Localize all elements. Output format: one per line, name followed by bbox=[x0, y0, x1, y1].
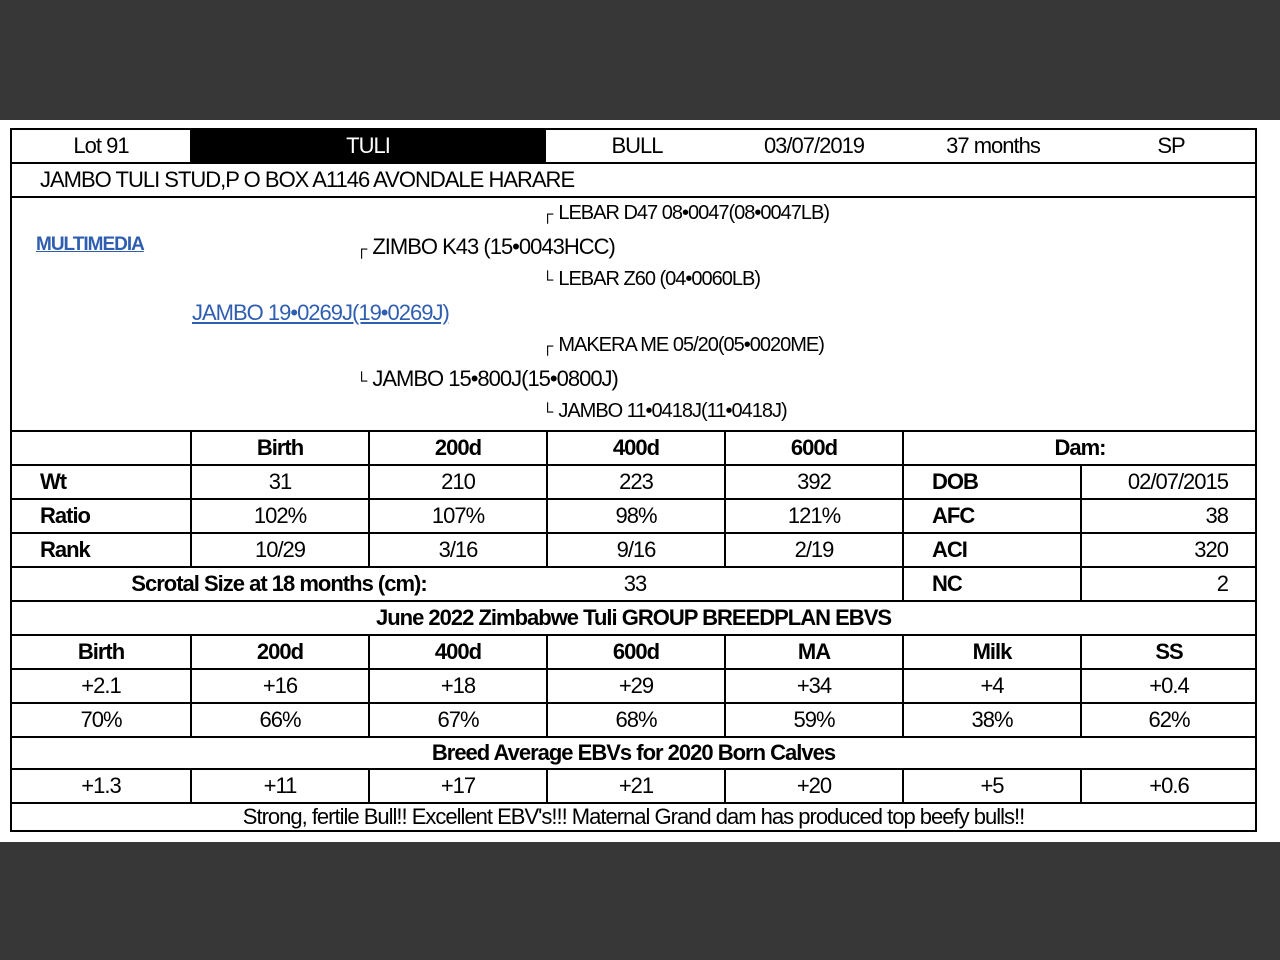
header-200d: 200d bbox=[368, 432, 546, 464]
sex-label: BULL bbox=[611, 133, 663, 158]
header-birth: Birth bbox=[190, 432, 368, 464]
header-400d: 400d bbox=[546, 432, 724, 464]
ebv-title-row bbox=[12, 602, 1255, 636]
value-cell: 9/16 bbox=[546, 534, 724, 566]
lot-number: Lot 91 bbox=[73, 133, 129, 158]
dam-dam-name: JAMBO 11•0418J(11•0418J) bbox=[558, 400, 787, 422]
breed-average-values-row bbox=[12, 770, 1255, 804]
ebv-value: +29 bbox=[546, 670, 724, 702]
weight-row bbox=[12, 466, 1255, 500]
blank-cell bbox=[12, 432, 190, 464]
code-label: SP bbox=[1157, 133, 1185, 158]
ebv-value: +0.4 bbox=[1080, 670, 1256, 702]
bracket-icon: ┌ bbox=[356, 241, 367, 258]
nc-label: NC bbox=[902, 568, 1080, 600]
ebv-header-row bbox=[12, 636, 1255, 670]
ebv-accuracy: 66% bbox=[190, 704, 368, 736]
pedigree-sire-dam bbox=[542, 268, 760, 291]
dam-label: AFC bbox=[902, 500, 1080, 532]
pedigree-section bbox=[12, 198, 1255, 432]
ebv-header: 200d bbox=[190, 636, 368, 668]
rank-row bbox=[12, 534, 1255, 568]
ebv-value: +34 bbox=[724, 670, 902, 702]
dam-header: Dam: bbox=[902, 432, 1256, 464]
scrotal-label: Scrotal Size at 18 months (cm): bbox=[131, 571, 427, 596]
value-cell: 107% bbox=[368, 500, 546, 532]
bracket-icon: └ bbox=[542, 272, 553, 289]
breed-average-value: +21 bbox=[546, 770, 724, 802]
breed-average-value: +0.6 bbox=[1080, 770, 1256, 802]
value-cell: 3/16 bbox=[368, 534, 546, 566]
ebv-accuracy-row bbox=[12, 704, 1255, 738]
age-months: 37 months bbox=[946, 133, 1040, 158]
animal-name-link[interactable]: JAMBO 19•0269J(19•0269J) bbox=[192, 300, 449, 325]
row-label: Rank bbox=[40, 537, 90, 562]
breeder-address: JAMBO TULI STUD,P O BOX A1146 AVONDALE HARARE bbox=[40, 167, 575, 192]
ebv-values-row bbox=[12, 670, 1255, 704]
breed-average-value: +20 bbox=[724, 770, 902, 802]
dam-name: JAMBO 15•800J(15•0800J) bbox=[372, 366, 618, 391]
lot-header-row bbox=[12, 130, 1255, 164]
bracket-icon: └ bbox=[542, 404, 553, 421]
scrotal-value: 33 bbox=[623, 571, 647, 596]
dam-sire-name: MAKERA ME 05/20(05•0020ME) bbox=[558, 334, 824, 356]
ebv-value: +4 bbox=[902, 670, 1080, 702]
breed-average-value: +17 bbox=[368, 770, 546, 802]
ebv-accuracy: 59% bbox=[724, 704, 902, 736]
breed-average-title-row bbox=[12, 738, 1255, 770]
value-cell: 2/19 bbox=[724, 534, 902, 566]
ebv-accuracy: 70% bbox=[80, 707, 122, 732]
breed-average-title: Breed Average EBVs for 2020 Born Calves bbox=[431, 740, 836, 765]
row-label: Wt bbox=[40, 469, 67, 494]
breed-average-value: +5 bbox=[902, 770, 1080, 802]
pedigree-sire-sire bbox=[542, 202, 829, 225]
ebv-accuracy: 62% bbox=[1080, 704, 1256, 736]
ebv-header: 600d bbox=[546, 636, 724, 668]
row-label: Ratio bbox=[40, 503, 90, 528]
nc-value: 2 bbox=[1080, 568, 1256, 600]
pedigree-dam bbox=[356, 366, 618, 392]
performance-header-row bbox=[12, 432, 1255, 466]
pedigree-dam-dam bbox=[542, 400, 787, 423]
lot-comment: Strong, fertile Bull!! Excellent EBV's!!! Maternal Grand dam has produced top beefy bulls!! bbox=[242, 804, 1025, 829]
date-of-birth: 03/07/2019 bbox=[763, 133, 865, 158]
ebv-header: SS bbox=[1080, 636, 1256, 668]
bracket-icon: ┌ bbox=[542, 206, 553, 223]
dam-value: 320 bbox=[1080, 534, 1256, 566]
sire-dam-name: LEBAR Z60 (04•0060LB) bbox=[558, 268, 761, 290]
ebv-header: MA bbox=[724, 636, 902, 668]
ebv-accuracy: 68% bbox=[546, 704, 724, 736]
lot-card bbox=[10, 128, 1257, 832]
ebv-accuracy: 38% bbox=[902, 704, 1080, 736]
ebv-header: 400d bbox=[368, 636, 546, 668]
ebv-header: Birth bbox=[77, 639, 125, 664]
dam-value: 02/07/2015 bbox=[1080, 466, 1256, 498]
dam-value: 38 bbox=[1080, 500, 1256, 532]
scrotal-row bbox=[12, 568, 1255, 602]
header-600d: 600d bbox=[724, 432, 902, 464]
value-cell: 392 bbox=[724, 466, 902, 498]
sire-name: ZIMBO K43 (15•0043HCC) bbox=[372, 234, 615, 259]
value-cell: 102% bbox=[190, 500, 368, 532]
sire-sire-name: LEBAR D47 08•0047(08•0047LB) bbox=[558, 202, 829, 224]
ebv-value: +16 bbox=[190, 670, 368, 702]
dam-label: DOB bbox=[902, 466, 1080, 498]
breed-average-value: +1.3 bbox=[81, 773, 121, 798]
ebv-header: Milk bbox=[902, 636, 1080, 668]
ebv-accuracy: 67% bbox=[368, 704, 546, 736]
value-cell: 121% bbox=[724, 500, 902, 532]
ebv-title: June 2022 Zimbabwe Tuli GROUP BREEDPLAN EBVS bbox=[375, 605, 892, 630]
breeder-row bbox=[12, 164, 1255, 198]
ratio-row bbox=[12, 500, 1255, 534]
comment-row bbox=[12, 804, 1255, 830]
ebv-value: +18 bbox=[368, 670, 546, 702]
value-cell: 223 bbox=[546, 466, 724, 498]
pedigree-dam-sire bbox=[542, 334, 824, 357]
value-cell: 98% bbox=[546, 500, 724, 532]
value-cell: 10/29 bbox=[190, 534, 368, 566]
breed-name: TULI bbox=[190, 130, 546, 162]
bracket-icon: ┌ bbox=[542, 338, 553, 355]
pedigree-sire bbox=[356, 234, 615, 260]
multimedia-link[interactable]: MULTIMEDIA bbox=[36, 234, 144, 255]
value-cell: 31 bbox=[190, 466, 368, 498]
bracket-icon: └ bbox=[356, 373, 367, 390]
ebv-value: +2.1 bbox=[81, 673, 121, 698]
value-cell: 210 bbox=[368, 466, 546, 498]
breed-average-value: +11 bbox=[190, 770, 368, 802]
dam-label: ACI bbox=[902, 534, 1080, 566]
